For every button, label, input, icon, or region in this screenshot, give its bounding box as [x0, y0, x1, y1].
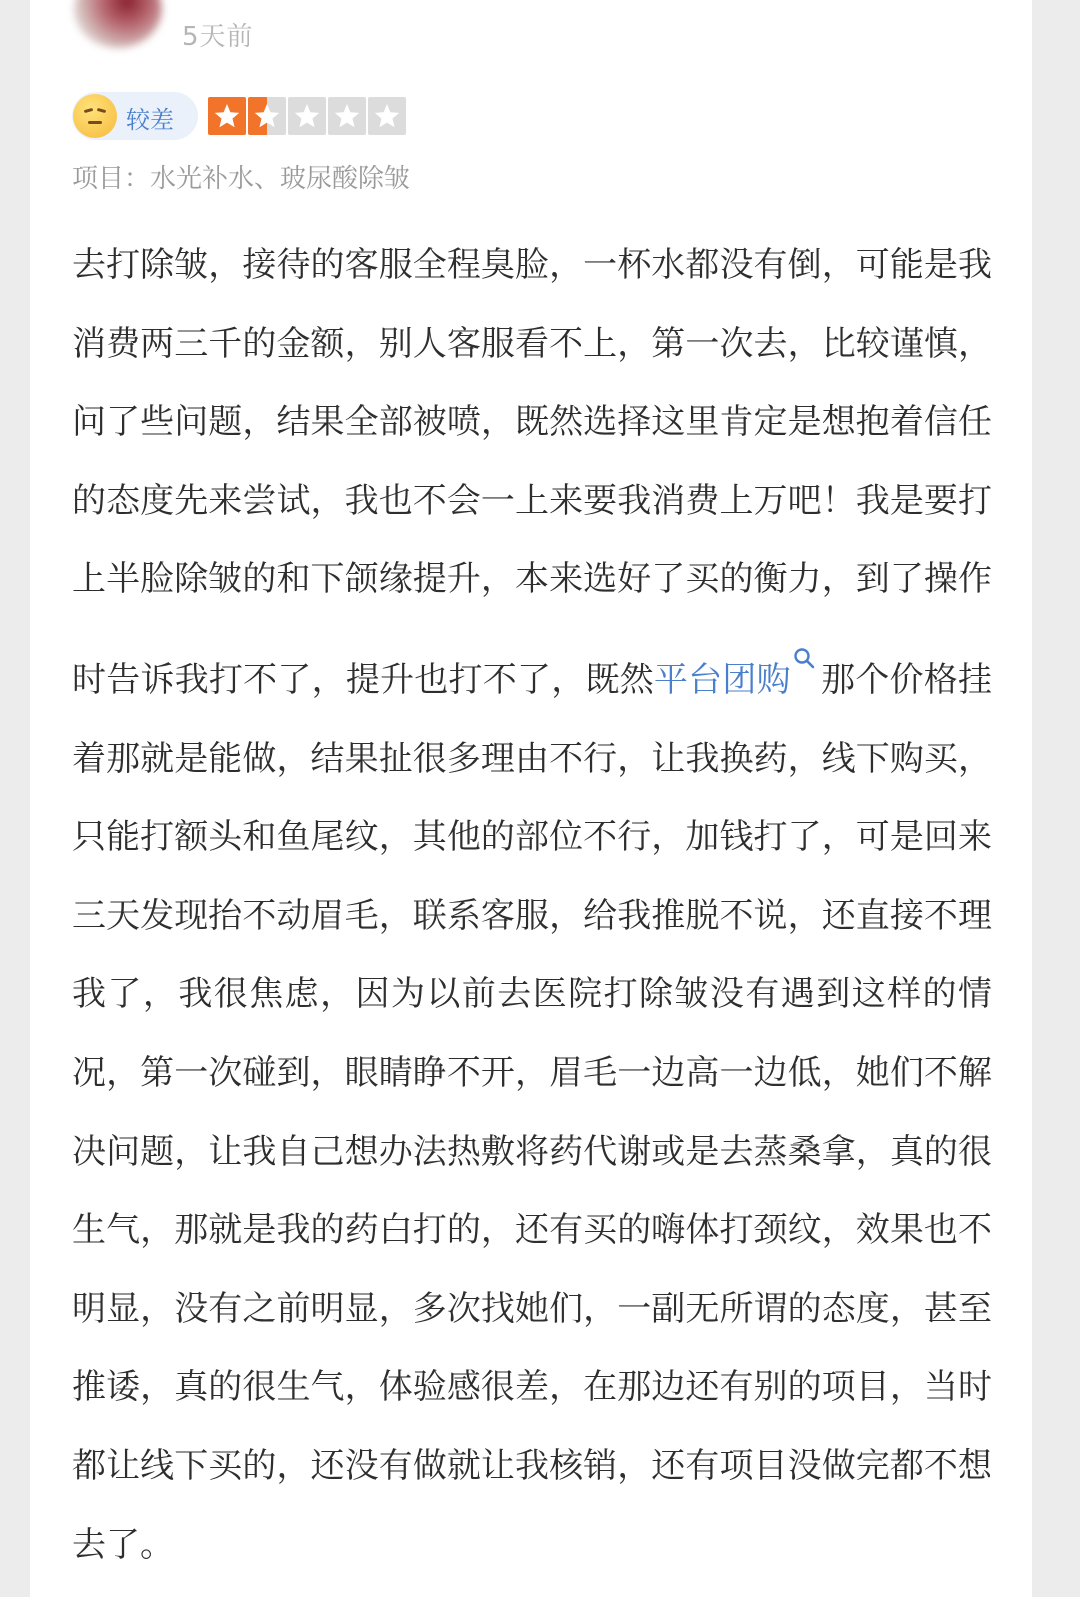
review-text	[72, 226, 992, 1584]
avatar[interactable]	[74, 0, 162, 48]
review-text-part1: 去打除皱，接待的客服全程臭脸，一杯水都没有倒，可能是我消费两三千的金额，别人客服看不上，第一次去，比较谨慎，问了些问题，结果全部被喷，既然选择这里肯定是想抱着信任的态度先来尝试，我也不会一上来要我消费上万吧！我是要打上半脸除皱的和下颌缘提升，本来选好了买的衡力，到了操作时告诉我打不了，提升也打不了，既然	[72, 245, 992, 700]
rating-badge	[72, 92, 198, 140]
search-icon[interactable]	[793, 619, 815, 641]
star-rating	[208, 97, 406, 135]
star-icon	[288, 97, 326, 135]
project-tags: 项目：水光补水、玻尿酸除皱	[72, 164, 411, 194]
star-icon	[248, 97, 286, 135]
review-card	[30, 0, 1032, 1597]
unamused-face-icon	[73, 94, 117, 138]
review-text-part2: 那个价格挂着那就是能做，结果扯很多理由不行，让我换药，线下购买，只能打额头和鱼尾纹，其他的部位不行，加钱打了，可是回来三天发现抬不动眉毛，联系客服，给我推脱不说，还直接不理我了，我很焦虑，因为以前去医院打除皱没有遇到这样的情况，第一次碰到，眼睛睁不开，眉毛一边高一边低，她们不解决问题，让我自己想办法热敷将药代谢或是去蒸桑拿，真的很生气，那就是我的药白打的，还有买的嗨体打颈纹，效果也不明显，没有之前明显，多次找她们，一副无所谓的态度，甚至推诿，真的很生气，体验感很差，在那边还有别的项目，当时都让线下买的，还没有做就让我核销，还有项目没做完都不想去了。	[72, 659, 993, 1565]
rating-label: 较差	[126, 106, 174, 134]
star-icon	[328, 97, 366, 135]
star-icon	[208, 97, 246, 135]
group-buy-link[interactable]: 平台团购	[653, 659, 791, 700]
review-time: 5天前	[182, 22, 254, 52]
star-icon	[368, 97, 406, 135]
